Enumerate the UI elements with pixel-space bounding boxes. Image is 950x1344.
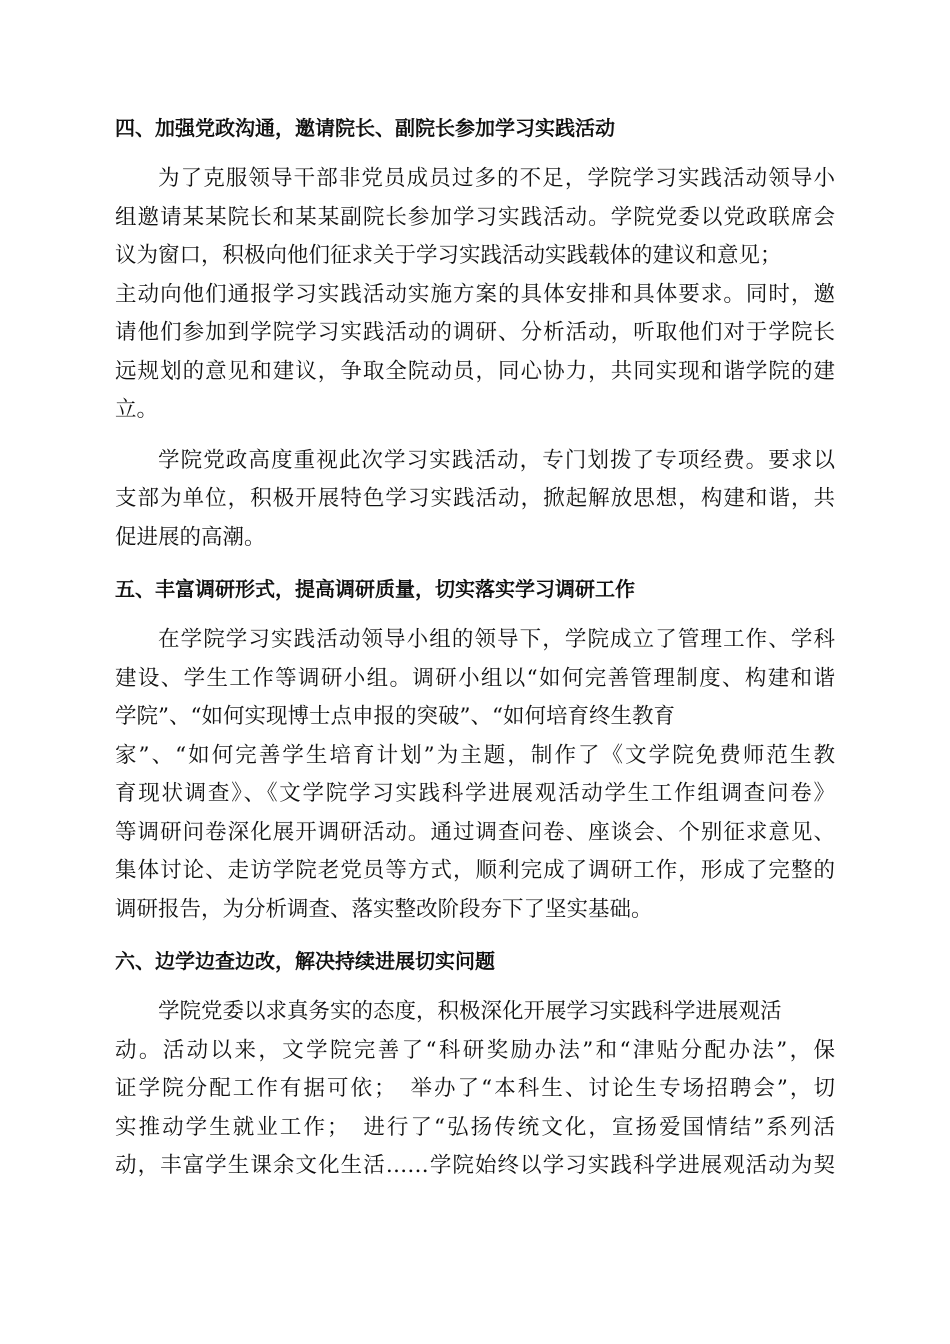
document-body xyxy=(115,108,835,1198)
text-line: 学院”、“如何实现博士点申报的突破”、“如何培育终生教育 xyxy=(115,704,675,729)
text-line: 动。活动以来，文学院完善了“科研奖励办法”和“津贴分配办法”，保 xyxy=(115,1037,835,1063)
section-heading: 四、加强党政沟通，邀请院长、副院长参加学习实践活动 xyxy=(115,116,615,140)
text-line: 学院党政高度重视此次学习实践活动，专门划拨了专项经费。要求以 xyxy=(158,447,835,473)
text-line: 议为窗口，积极向他们征求关于学习实践活动实践载体的建议和意见； xyxy=(115,243,782,268)
section-6 xyxy=(115,941,835,1186)
text-line: 育现状调查》、《文学院学习实践科学进展观活动学生工作组调查问卷》 xyxy=(115,781,835,806)
text-line: 学院党委以求真务实的态度，积极深化开展学习实践科学进展观活 xyxy=(158,999,782,1024)
text-line: 调研报告，为分析调查、落实整改阶段夯下了坚实基础。 xyxy=(115,896,653,922)
text-line: 动，丰富学生课余文化生活……学院始终以学习实践科学进展观活动为契 xyxy=(115,1153,835,1178)
paragraph xyxy=(115,993,835,1186)
text-line: 远规划的意见和建议，争取全院动员，同心协力，共同实现和谐学院的建 xyxy=(115,358,835,384)
text-line: 主动向他们通报学习实践活动实施方案的具体安排和具体要求。同时，邀 xyxy=(115,281,835,307)
text-line: 建设、学生工作等调研小组。调研小组以“如何完善管理制度、构建和谐 xyxy=(115,665,835,691)
paragraph xyxy=(115,160,835,430)
section-heading: 六、边学边查边改，解决持续进展切实问题 xyxy=(115,949,495,973)
text-line: 组邀请某某院长和某某副院长参加学习实践活动。学院党委以党政联席会 xyxy=(115,204,835,230)
section-5 xyxy=(115,569,835,929)
text-line: 促进展的高潮。 xyxy=(115,524,266,550)
paragraph xyxy=(115,442,835,558)
text-line: 实推动学生就业工作； 进行了“弘扬传统文化，宣扬爱国情结”系列活 xyxy=(115,1114,835,1140)
text-line: 为了克服领导干部非党员成员过多的不足，学院学习实践活动领导小 xyxy=(158,166,835,191)
text-line: 家”、“如何完善学生培育计划”为主题，制作了《文学院免费师范生教 xyxy=(115,742,835,768)
text-line: 立。 xyxy=(115,397,159,422)
paragraph xyxy=(115,621,835,929)
text-line: 请他们参加到学院学习实践活动的调研、分析活动，听取他们对于学院长 xyxy=(115,320,835,345)
section-heading: 五、丰富调研形式，提高调研质量，切实落实学习调研工作 xyxy=(115,577,635,601)
text-line: 在学院学习实践活动领导小组的领导下，学院成立了管理工作、学科 xyxy=(158,627,835,652)
text-line: 等调研问卷深化展开调研活动。通过调查问卷、座谈会、个别征求意见、 xyxy=(115,819,835,845)
text-line: 支部为单位，积极开展特色学习实践活动，掀起解放思想，构建和谐，共 xyxy=(115,486,835,511)
section-4 xyxy=(115,108,835,557)
text-line: 证学院分配工作有据可依； 举办了“本科生、讨论生专场招聘会”，切 xyxy=(115,1076,835,1101)
text-line: 集体讨论、走访学院老党员等方式，顺利完成了调研工作，形成了完整的 xyxy=(115,858,835,883)
